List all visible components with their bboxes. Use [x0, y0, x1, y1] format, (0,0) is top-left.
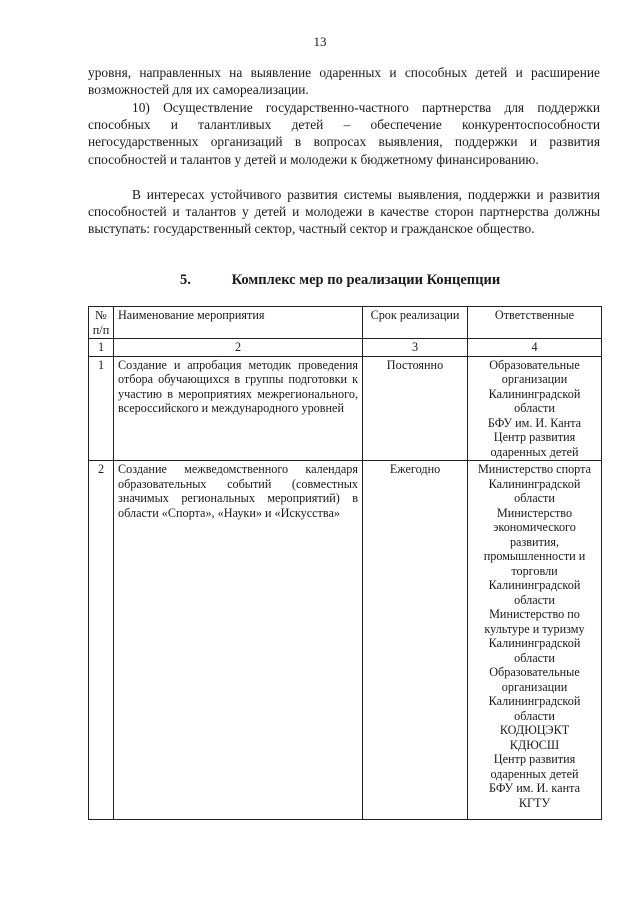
measure-responsible	[468, 461, 602, 820]
measure-term: Ежегодно	[363, 461, 468, 820]
responsible-entry: КОДЮЦЭКТ	[499, 723, 570, 737]
measure-name: Создание межведомственного календаря образовательных событий (совместных значимых региональных мероприятий) в области «Спорта», «Науки» и «Искусства»	[114, 461, 363, 820]
responsible-entry: КГТУ	[518, 795, 551, 810]
paragraph-continuation: уровня, направленных на выявление одаренных и способных детей и расширение возможностей для их самореализации.	[88, 65, 600, 98]
measure-term: Постоянно	[363, 356, 468, 461]
header-term: Срок реализации	[363, 307, 468, 339]
responsible-entry: Центр развития одаренных детей	[490, 752, 579, 781]
column-number-row	[89, 339, 602, 357]
paragraph-partnership: В интересах устойчивого развития системы выявления, поддержки и развития способностей и талантов у детей и молодежи в качестве сторон партнерства должны выступать: государственный сектор, частный сектор и гражданское общество.	[88, 187, 600, 237]
header-responsible: Ответственные	[468, 307, 602, 339]
header-name: Наименование мероприятия	[114, 307, 363, 339]
page-number: 13	[313, 34, 327, 49]
responsible-entry: Центр развития одаренных детей	[490, 430, 579, 459]
table-header-row	[89, 307, 602, 339]
section-number: 5.	[180, 272, 191, 288]
column-number: 3	[363, 339, 468, 357]
row-number: 2	[89, 461, 114, 820]
column-number: 2	[114, 339, 363, 357]
table-row	[89, 356, 602, 461]
table-row	[89, 461, 602, 820]
responsible-entry: КДЮСШ	[509, 737, 560, 752]
column-number: 4	[468, 339, 602, 357]
section-title: Комплекс мер по реализации Концепции	[231, 272, 501, 288]
responsible-entry: БФУ им. И. канта	[489, 781, 580, 795]
measure-name: Создание и апробация методик проведения отбора обучающихся в группы подготовки к участию в мероприятиях межрегионального, всероссийского и международного уровней	[114, 356, 363, 461]
responsible-entry: Образовательные организации Калининградской области	[488, 665, 581, 723]
responsible-entry: Министерство экономического развития, промышленности и торговли Калининградской области	[483, 505, 586, 607]
section-heading	[180, 272, 500, 289]
paragraph-item-10: 10) Осуществление государственно-частного партнерства для поддержки способных и талантливых детей – обеспечение конкурентоспособности негосударственных организаций в вопросах выявления, поддержки и развития способностей и талантов у детей и молодежи к бюджетному финансированию.	[88, 100, 600, 167]
row-number: 1	[89, 356, 114, 461]
column-number: 1	[89, 339, 114, 357]
measure-responsible	[468, 356, 602, 461]
responsible-entry: Министерство по культуре и туризму Калининградской области	[484, 607, 585, 665]
measures-table	[88, 306, 602, 820]
responsible-entry: БФУ им. И. Канта	[487, 415, 582, 430]
responsible-entry: Образовательные организации Калининградской области	[488, 357, 581, 415]
header-num: № п/п	[89, 307, 114, 339]
responsible-entry: Министерство спорта Калининградской области	[477, 462, 592, 505]
